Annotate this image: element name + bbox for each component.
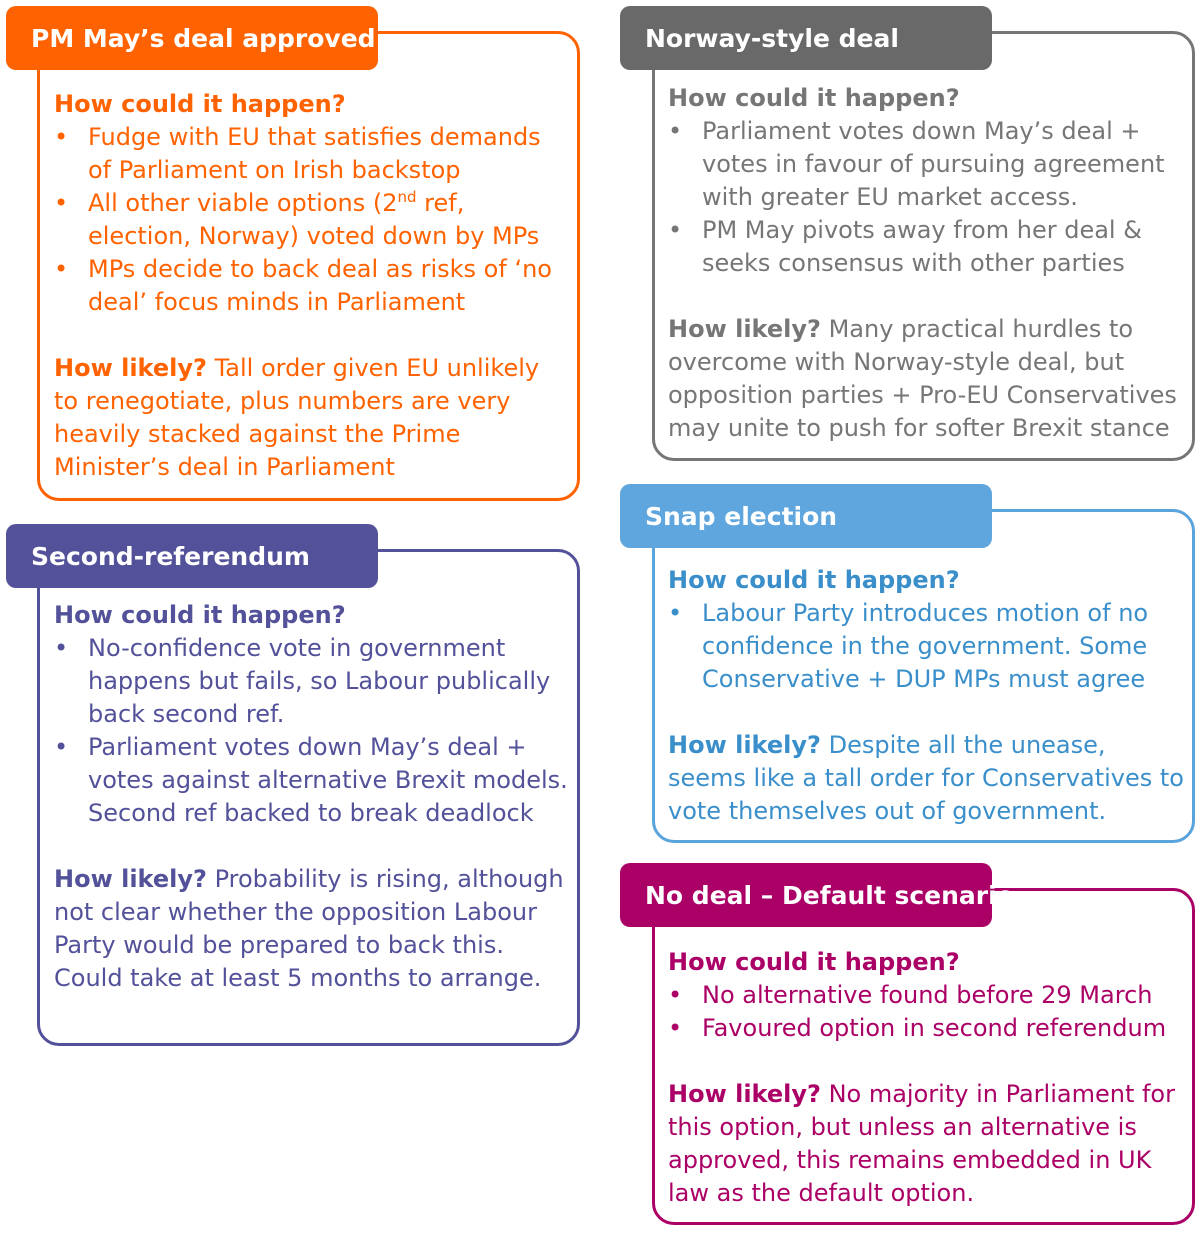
scenario-title-text: No deal – Default scenario [645,880,1014,910]
list-item: • Parliament votes down May’s deal + votes in favour of pursuing agreement with greater EU market access. [668,117,1165,211]
how-likely-text: How likely? Many practical hurdles to overcome with Norway-style deal, but opposition parties + Pro-EU Conservatives may unite to push for softer Brexit stance [668,315,1177,442]
bullet-icon: • [54,634,69,662]
bullet-icon: • [668,117,683,145]
bullet-icon: • [668,1014,683,1042]
bullet-icon: • [668,599,683,627]
how-could-it-happen-heading: How could it happen? [54,90,346,118]
scenario-body-may-deal [54,88,569,484]
bullet-icon: • [54,123,69,151]
scenario-body-snap-election [668,564,1188,828]
bullet-icon: • [668,216,683,244]
how-likely-text: How likely? Probability is rising, although not clear whether the opposition Labour Party would be prepared to back this. Could take at least 5 months to arrange. [54,865,564,992]
how-could-it-happen-heading: How could it happen? [668,84,960,112]
list-item: • Labour Party introduces motion of no confidence in the government. Some Conservative + DUP MPs must agree [668,599,1149,693]
how-likely-text: How likely? Despite all the unease, seems like a tall order for Conservatives to vote themselves out of government. [668,731,1184,825]
bullet-icon: • [54,189,69,217]
list-item: • No alternative found before 29 March [668,979,1188,1012]
scenario-title-may-deal [6,6,378,70]
list-item: • PM May pivots away from her deal & seeks consensus with other parties [668,216,1142,277]
scenario-title-no-deal [620,863,1014,927]
bullet-list [668,115,1188,280]
scenario-body-second-referendum [54,599,569,995]
bullet-icon: • [54,733,69,761]
scenario-title-snap-election [620,484,992,548]
superscript: nd [397,188,417,206]
how-likely-text: How likely? Tall order given EU unlikely to renegotiate, plus numbers are very heavily stacked against the Prime Minister’s deal in Parliament [54,354,540,481]
bullet-list [54,121,569,319]
how-could-it-happen-heading: How could it happen? [668,948,960,976]
list-item: • Parliament votes down May’s deal + votes against alternative Brexit models. Second ref backed to break deadlock [54,733,568,827]
list-item: • MPs decide to back deal as risks of ‘no deal’ focus minds in Parliament [54,255,552,316]
list-item: • Favoured option in second referendum [668,1012,1188,1045]
how-likely-text: How likely? No majority in Parliament for this option, but unless an alternative is approved, this remains embedded in UK law as the default option. [668,1080,1175,1207]
list-item: • Fudge with EU that satisfies demands of Parliament on Irish backstop [54,123,541,184]
bullet-icon: • [54,255,69,283]
list-item: • All other viable options (2nd ref, election, Norway) voted down by MPs [54,188,540,250]
scenario-title-second-referendum [6,524,378,588]
list-item: • No-confidence vote in government happens but fails, so Labour publically back second ref. [54,634,551,728]
how-could-it-happen-heading: How could it happen? [668,566,960,594]
bullet-icon: • [668,981,683,1009]
bullet-list [668,979,1188,1045]
scenario-title-text: PM May’s deal approved [31,23,376,53]
scenario-body-norway [668,82,1188,445]
scenario-title-text: Second-referendum [31,541,310,571]
bullet-list [668,597,1188,696]
scenario-title-norway [620,6,992,70]
scenario-title-text: Snap election [645,501,838,531]
how-could-it-happen-heading: How could it happen? [54,601,346,629]
scenario-body-no-deal [668,946,1188,1210]
bullet-list [54,632,569,830]
scenario-title-text: Norway-style deal [645,23,899,53]
